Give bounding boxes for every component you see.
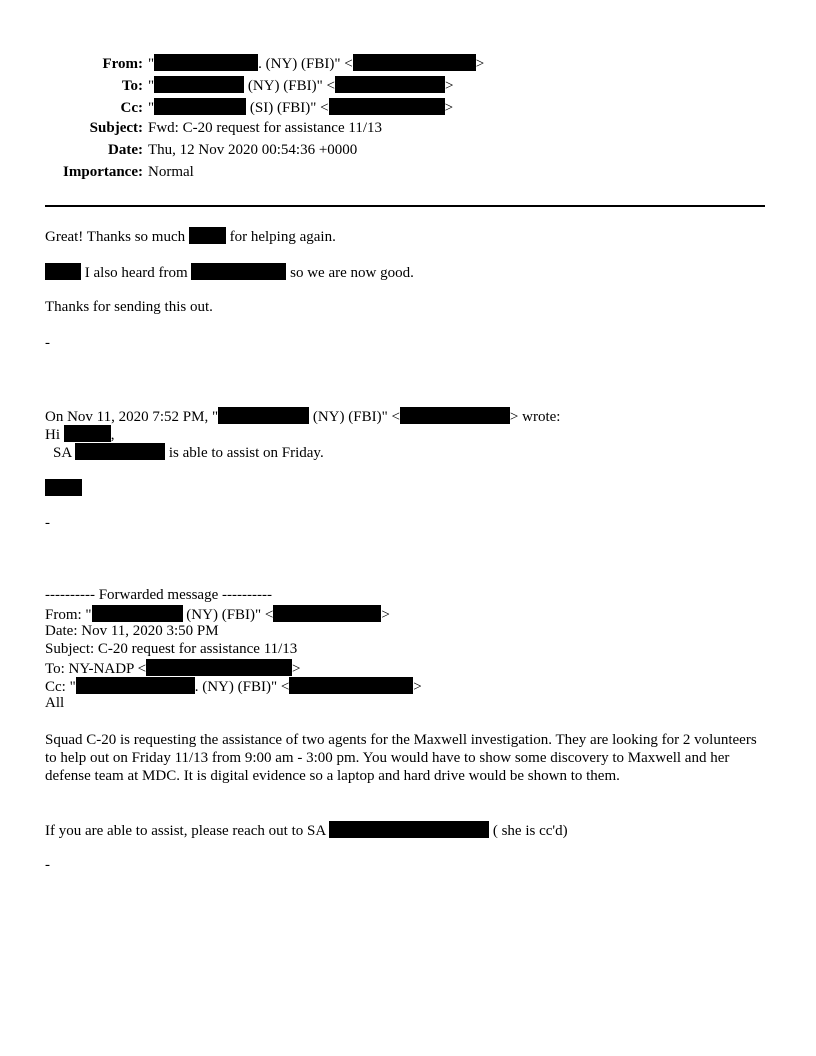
from-value: " . (NY) (FBI)" < > (148, 56, 485, 72)
forwarded-subject: Subject: C-20 request for assistance 11/13 (45, 641, 298, 657)
quoted-greeting: Hi , (45, 427, 115, 443)
redaction-block (191, 263, 286, 280)
date-label: Date: (108, 142, 143, 158)
header-cc-row (0, 98, 453, 117)
header-to-row (0, 76, 453, 95)
redaction-block (154, 54, 258, 71)
quoted-sa-line: SA is able to assist on Friday. (53, 445, 324, 461)
redaction-block (76, 677, 195, 694)
header-divider (45, 205, 765, 207)
subject-label: Subject: (89, 120, 143, 136)
cc-value: " (SI) (FBI)" < > (148, 100, 454, 116)
redaction-block (289, 677, 413, 694)
quoted-attribution: On Nov 11, 2020 7:52 PM, " (NY) (FBI)" < > wrote: (45, 409, 561, 425)
forwarded-cc: Cc: " . (NY) (FBI)" < > (45, 679, 422, 695)
forwarded-signature: - (45, 857, 50, 873)
reply-line-1: Great! Thanks so much for helping again. (45, 229, 336, 245)
forwarded-to: To: NY-NADP < > (45, 661, 301, 677)
reply-signature: - (45, 335, 50, 351)
quoted-redacted-signoff (45, 479, 82, 498)
header-subject-row (0, 120, 382, 137)
redaction-block (75, 443, 165, 460)
header-importance-row (0, 164, 194, 181)
date-value: Thu, 12 Nov 2020 00:54:36 +0000 (148, 142, 358, 158)
redaction-block (335, 76, 445, 93)
redaction-block (273, 605, 381, 622)
to-value: " (NY) (FBI)" < > (148, 78, 454, 94)
forwarded-body: Squad C-20 is requesting the assistance of two agents for the Maxwell investigation. They are looking for 2 volunteers to help out on Friday 11/13 from 9:00 am - 3:00 pm. You would have to show some discovery to Maxwell and her defense team at MDC. It is digital evidence so a laptop and hard drive would be shown to them. (45, 732, 757, 784)
subject-value: Fwd: C-20 request for assistance 11/13 (148, 120, 382, 136)
importance-label: Importance: (63, 164, 143, 180)
redaction-block (329, 821, 489, 838)
quoted-signature: - (45, 515, 50, 531)
redaction-block (45, 263, 81, 280)
redaction-block (400, 407, 510, 424)
reply-line-2: I also heard from so we are now good. (45, 263, 414, 282)
forwarded-from: From: " (NY) (FBI)" < > (45, 607, 390, 623)
redaction-block (92, 605, 183, 622)
redaction-block (154, 76, 244, 93)
redaction-block (154, 98, 246, 115)
redaction-block (329, 98, 445, 115)
reply-line-3: Thanks for sending this out. (45, 299, 213, 315)
redaction-block (189, 227, 226, 244)
to-label: To: (121, 78, 143, 94)
forwarded-assist-line: If you are able to assist, please reach out to SA ( she is cc'd) (45, 823, 568, 839)
forwarded-greeting: All (45, 695, 65, 711)
header-date-row (0, 142, 357, 159)
forwarded-date: Date: Nov 11, 2020 3:50 PM (45, 623, 219, 639)
importance-value: Normal (148, 164, 194, 180)
redaction-block (64, 425, 111, 442)
redaction-block (45, 479, 82, 496)
from-label: From: (102, 56, 143, 72)
redaction-block (146, 659, 292, 676)
redaction-block (353, 54, 476, 71)
redaction-block (218, 407, 309, 424)
forwarded-banner: ---------- Forwarded message ---------- (45, 587, 272, 603)
cc-label: Cc: (120, 100, 143, 116)
header-from-row (0, 54, 484, 73)
